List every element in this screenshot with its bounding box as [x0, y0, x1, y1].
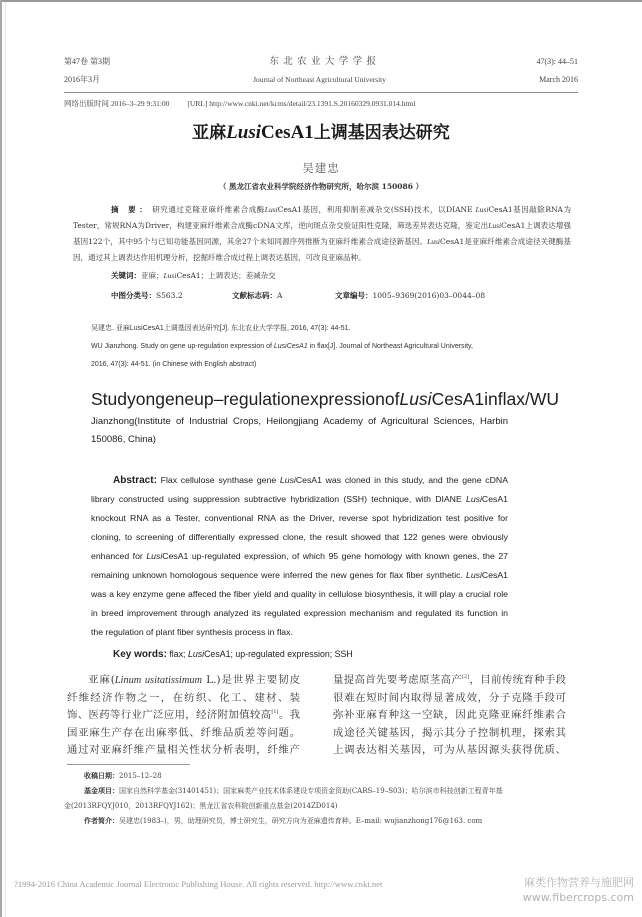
body-columns [64, 672, 578, 760]
title-suffix: 上调基因表达研究 [313, 123, 450, 143]
title-word: on [135, 389, 156, 409]
abstract-cn-text: CesA1基因敲除RNA为Tester，常规RNA为Driver，构建亚麻纤维素合成酶cDNA文库，逆向斑点杂交验证阳性克隆，筛选差异表达克隆，鉴定出 [73, 205, 571, 230]
species-italic: Linum usitatissimum [114, 675, 203, 686]
title-word: Study [91, 389, 136, 409]
abstract-en-text: CesA1 up-regulated expression, of which 95 gene homology with known genes, the 27 remaining unknown homologous sequence were inferred the new genes for flax fiber synthetic. [91, 551, 509, 580]
issue-date-cn: 2016年3月 [64, 75, 100, 84]
abstract-cn-text: CesA1上调表达增强基因122个，其中95个与已知功能基因同源，其余27个未知同源序列推断为亚麻纤维素合成途径新基因。 [73, 221, 571, 246]
title-prefix: 亚麻 [192, 123, 227, 143]
gene-italic: Lusi [279, 475, 296, 485]
document-code [232, 288, 335, 304]
title-word: up–regulation [194, 389, 301, 409]
watermark [523, 875, 634, 905]
abstract-en [91, 471, 508, 642]
title-word: of [384, 389, 400, 409]
abstract-cn [73, 202, 571, 266]
abstract-en-text: CesA1 knockout RNA as a Tester, conventional RNA as the Driver, reverse spot hybridization test positive for cloning, to screening of differentially expressed clone, the result showed that 122 genes were obviously enhanced for [91, 494, 508, 561]
title-word: flax/WU [497, 389, 559, 409]
author-name: 吴建忠 [302, 161, 340, 175]
citation-en-line1 [91, 338, 578, 356]
body-line: 上调表达相关基因，可为从基因源头获得优质、 [333, 744, 566, 757]
received-value: 2015–12–28 [119, 771, 162, 780]
body-line [333, 672, 566, 690]
running-header-row-1 [64, 56, 578, 68]
online-pub-url[interactable]: [URL] http://www.cnki.net/kcms/detail/23.1391.S.20160329.0931.014.html [187, 99, 416, 108]
clc-value: S563.2 [156, 291, 183, 300]
title-word: gene [155, 389, 195, 409]
keyword-text: 亚麻； [141, 271, 164, 280]
title-gene-rest: CesA1 [261, 122, 314, 143]
gene-italic: Lusi [465, 570, 482, 580]
abstract-cn-text: 研究通过克隆亚麻纤维素合成酶 [152, 205, 265, 214]
paper-title-cn [64, 121, 578, 145]
abstract-cn-text: CesA1是亚麻纤维素合成途径关键酶基因，通过其上调表达作用机理分析，挖掘纤维合成过程上调表达基因，可改良亚麻品种。 [73, 237, 571, 262]
reference-marker[interactable]: [2] [462, 674, 470, 680]
citation-cn: 吴建忠. 亚麻LusiCesA1上调基因表达研究[J]. 东北农业大学学报, 2016, 47(3): 44-51. [91, 325, 351, 332]
copyright-notice: ?1994-2016 China Academic Journal Electronic Publishing House. All rights reserved. http://www.cnki.net [14, 878, 383, 889]
keyword-text: CesA1；上调表达；差减杂交 [176, 271, 276, 280]
author-bio [64, 814, 578, 829]
doc-code-value: A [277, 291, 283, 300]
doc-code-label: 文献标志码： [232, 291, 277, 300]
body-text: 亚麻( [88, 674, 115, 686]
body-line [67, 707, 300, 725]
author-bio-text: 吴建忠(1983–)，男，助理研究员，博士研究生，研究方向为亚麻遗传育种。E–mail: wujianzhong176@163. com [119, 816, 483, 825]
volume-issue: 第47卷 第3期 [64, 57, 110, 66]
abstract-en-text: CesA1 was a key enzyme gene affeced the fiber yield and quality in cellulose biosynthesis, it will play a crucial role in breed improvement through analyzed its regulated expression mechanism and regulated its function in the regulation of plant fiber synthesis process in flax. [91, 570, 508, 637]
journal-name-en: Journal of Northeast Agricultural University [253, 75, 386, 84]
received-date [64, 769, 578, 784]
funding-text: 国家自然科学基金(31401451)；国家麻类产业技术体系建设专项资金资助(CARS–19–S03)；哈尔滨市科技创新工程青年基 [119, 786, 503, 795]
funding-label: 基金项目： [84, 786, 119, 795]
funding-line2: 金(2013RFQYJ010，2013RFQYJ162)；黑龙江省农科院创新重点基金(2014ZD014) [64, 801, 338, 810]
abstract-cn-text: CesA1基因，利用抑制差减杂交(SSH)技术，以DIANE [277, 205, 476, 214]
title-en-line3: 150086, China) [91, 434, 156, 445]
body-line: 弥补亚麻育种这一空缺，因此克隆亚麻纤维素合 [333, 709, 566, 722]
gene-rest: CesA1 [431, 389, 485, 409]
abstract-en-text: CesA1 was cloned in this study, and the gene cDNA library constructed using suppression subtractive hybridization (SSH) technique, with DIANE [91, 475, 508, 504]
clc-number [111, 288, 232, 304]
page-footer [14, 875, 634, 905]
body-text: 饰、医药等行业广泛应用，经济附加值较高 [67, 709, 272, 722]
title-gene [399, 388, 484, 410]
body-line: 很难在短时间内取得显著成效，分子克隆手段可 [333, 691, 566, 704]
watermark-url: www.fibercrops.com [522, 890, 634, 904]
keywords-cn [111, 268, 578, 284]
issue-date-en: March 2016 [539, 75, 578, 84]
running-header-row-2 [64, 74, 578, 86]
gene-italic: Lusi [427, 237, 441, 246]
keyword-text: CesA1; up-regulated expression; SSH [204, 649, 353, 659]
journal-name-cn: 东 北 农 业 大 学 学 报 [269, 57, 378, 67]
abstract-cn-label: 摘 要： [111, 205, 151, 214]
online-pub-line [64, 98, 578, 109]
body-line [67, 672, 300, 690]
author-affiliation: （ 黑龙江省农业科学院经济作物研究所，哈尔滨 150086 ） [218, 182, 424, 191]
keywords-en [113, 645, 578, 664]
page-range: 47(3): 44–51 [536, 57, 578, 66]
body-text: 量提高首先要考虑原茎高产 [333, 674, 463, 686]
article-no-label: 文章编号： [335, 291, 373, 300]
paper-title-en [91, 388, 559, 449]
body-text: L.)是世界主要韧皮 [202, 674, 300, 686]
citation-text: WU Jianzhong. Study on gene up-regulation expression of [91, 343, 274, 350]
body-line: 纤维经济作物之一，在纺织、化工、建材、装 [67, 691, 300, 704]
keywords-cn-label: 关键词： [111, 271, 141, 280]
keyword-text: flax; [166, 649, 188, 659]
body-text: ，目前传统育种手段 [469, 674, 567, 686]
body-line: 通过对亚麻纤维产量相关性状分析表明，纤维产 [67, 744, 300, 757]
gene-italic: Lusi [187, 649, 205, 659]
gene-italic: Lusi [146, 551, 163, 561]
title-word: in [484, 389, 498, 409]
gene-italic: Lusi [399, 389, 432, 409]
gene-italic: LusiCesA1 [273, 343, 308, 350]
classification-row [111, 288, 578, 304]
gene-italic: Lusi [264, 205, 278, 214]
title-en-line1 [91, 388, 559, 410]
title-en-line2: Jianzhong(Institute of Industrial Crops, Heilongjiang Academy of Agricultural Sciences, Harbin [91, 416, 508, 427]
citation-en-line2: 2016, 47(3): 44-51. (in Chinese with English abstract) [91, 361, 257, 368]
footnotes [64, 769, 578, 829]
gene-italic: Lusi [475, 205, 489, 214]
online-pub-time: 网络出版时间 2016–3–29 9:31:00 [64, 99, 170, 108]
keywords-en-label: Key words: [113, 649, 167, 660]
header-rule [64, 92, 578, 93]
watermark-cn: 麻类作物营养与施肥网 [524, 875, 634, 889]
body-right-column [333, 672, 566, 760]
author-bio-label: 作者简介： [84, 816, 119, 825]
body-left-column [67, 672, 300, 760]
title-gene-italic: Lusi [226, 122, 262, 143]
received-label: 收稿日期： [84, 771, 119, 780]
clc-label: 中图分类号： [111, 291, 156, 300]
article-number [335, 288, 485, 304]
citation-text: in flax[J]. Journal of Northeast Agricultural University, [307, 343, 473, 350]
funding-line1 [64, 784, 578, 799]
body-line: 国亚麻生产存在出麻率低、纤维品质差等问题。 [67, 726, 300, 739]
gene-italic: Lusi [465, 494, 482, 504]
body-line: 成途径关键基因，揭示其分子控制机理，探索其 [333, 726, 566, 739]
body-text: 。我 [278, 709, 300, 722]
article-no-value: 1005–9369(2016)03–0044–08 [372, 291, 486, 300]
abstract-en-text: Flax cellulose synthase gene [156, 475, 280, 485]
gene-italic: Lusi [163, 271, 177, 280]
abstract-en-label: Abstract: [113, 475, 157, 486]
footnote-rule [67, 764, 190, 765]
reference-marker[interactable]: [1] [271, 709, 279, 716]
gene-italic: Lusi [488, 221, 502, 230]
title-word: expression [300, 389, 385, 409]
citation-block [91, 320, 578, 374]
